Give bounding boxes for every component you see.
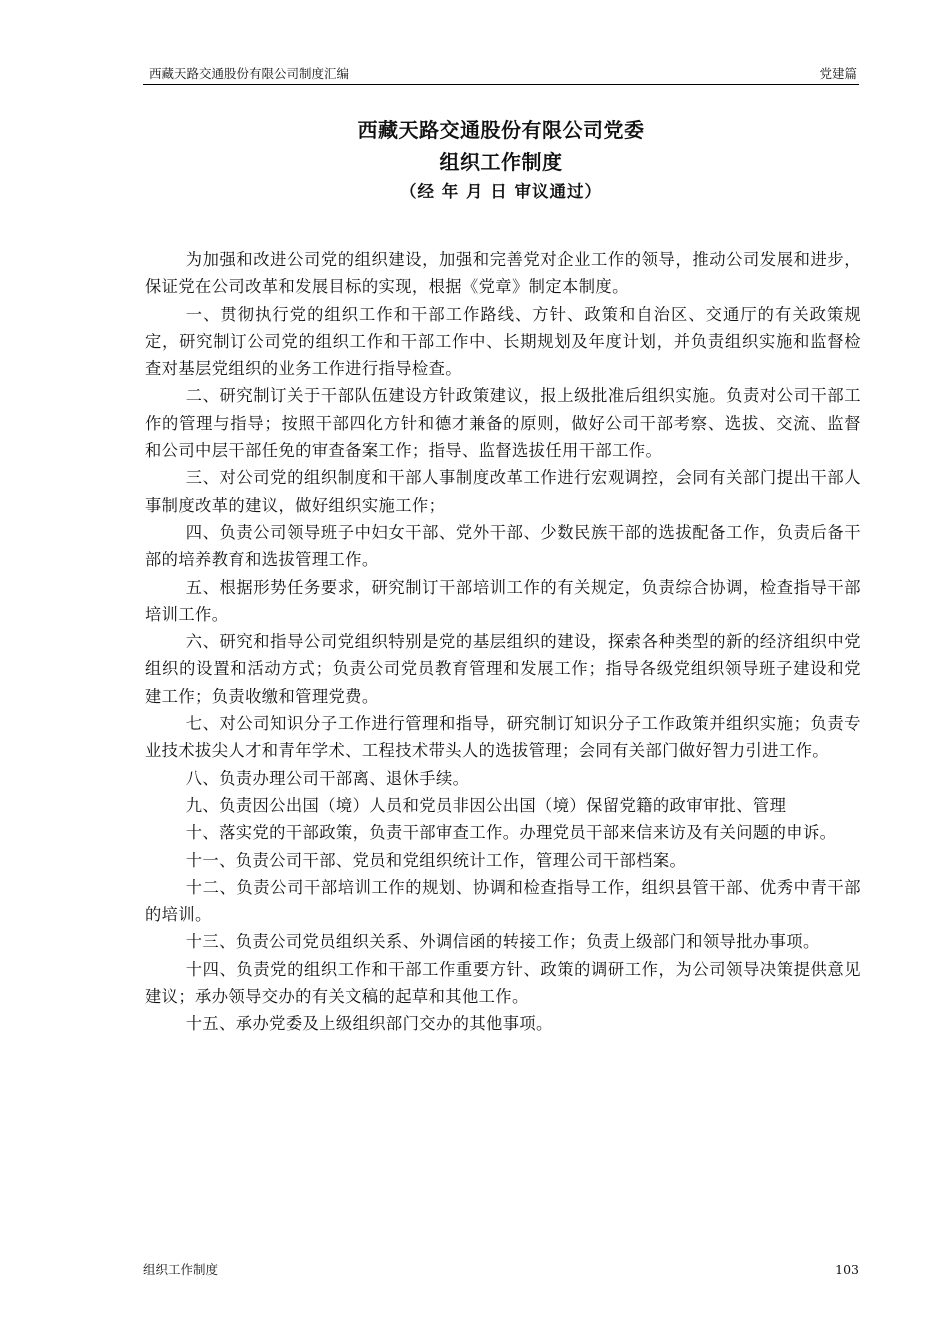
paragraph-item-6: 六、研究和指导公司党组织特别是党的基层组织的建设，探索各种类型的新的经济组织中党组织的设置和活动方式；负责公司党员教育管理和发展工作；指导各级党组织领导班子建设和党建工作；负责收缴和管理党费。 <box>145 632 861 706</box>
document-title-block <box>143 114 859 206</box>
paragraph-preamble: 为加强和改进公司党的组织建设，加强和完善党对企业工作的领导，推动公司发展和进步，保证党在公司改革和发展目标的实现，根据《党章》制定本制度。 <box>145 250 861 297</box>
page-number: 103 <box>835 1262 859 1277</box>
footer-document-name: 组织工作制度 <box>143 1262 219 1277</box>
page-header <box>143 66 859 85</box>
paragraph-item-14: 十四、负责党的组织工作和干部工作重要方针、政策的调研工作，为公司领导决策提供意见建议；承办领导交办的有关文稿的起草和其他工作。 <box>145 959 861 1007</box>
header-collection-title: 西藏天路交通股份有限公司制度汇编 <box>149 66 350 81</box>
document-title: 西藏天路交通股份有限公司党委 <box>357 118 645 142</box>
approval-note: （经 年 月 日 审议通过） <box>400 182 602 201</box>
paragraph-item-3: 三、对公司党的组织制度和干部人事制度改革工作进行宏观调控，会同有关部门提出干部人事制度改革的建议，做好组织实施工作； <box>145 468 861 515</box>
paragraph-item-15: 十五、承办党委及上级组织部门交办的其他事项。 <box>185 1014 553 1034</box>
paragraph-item-8: 八、负责办理公司干部离、退休手续。 <box>185 768 470 788</box>
paragraph-item-5: 五、根据形势任务要求，研究制订干部培训工作的有关规定，负责综合协调，检查指导干部培训工作。 <box>145 577 861 624</box>
paragraph-item-9: 九、负责因公出国（境）人员和党员非因公出国（境）保留党籍的政审审批、管理 <box>185 795 787 815</box>
paragraph-item-12: 十二、负责公司干部培训工作的规划、协调和检查指导工作，组织县管干部、优秀中青干部的培训。 <box>145 877 861 925</box>
paragraph-item-10: 十、落实党的干部政策，负责干部审查工作。办理党员干部来信来访及有关问题的申诉。 <box>185 823 837 843</box>
paragraph-item-11: 十一、负责公司干部、党员和党组织统计工作，管理公司干部档案。 <box>185 850 687 870</box>
paragraph-item-4: 四、负责公司领导班子中妇女干部、党外干部、少数民族干部的选拔配备工作，负责后备干部的培养教育和选拔管理工作。 <box>145 522 861 570</box>
document-body <box>145 246 861 1038</box>
header-section-name: 党建篇 <box>819 66 857 81</box>
paragraph-item-7: 七、对公司知识分子工作进行管理和指导，研究制订知识分子工作政策并组织实施；负责专业技术拔尖人才和青年学术、工程技术带头人的选拔管理；会同有关部门做好智力引进工作。 <box>145 714 861 761</box>
paragraph-item-1: 一、贯彻执行党的组织工作和干部工作路线、方针、政策和自治区、交通厅的有关政策规定，研究制订公司党的组织工作和干部工作中、长期规划及年度计划，并负责组织实施和监督检查对基层党组织的业务工作进行指导检查。 <box>145 304 861 379</box>
paragraph-item-2: 二、研究制订关于干部队伍建设方针政策建议，报上级批准后组织实施。负责对公司干部工作的管理与指导；按照干部四化方针和德才兼备的原则，做好公司干部考察、选拔、交流、监督和公司中层干部任免的审查备案工作；指导、监督选拔任用干部工作。 <box>145 386 861 461</box>
document-subtitle: 组织工作制度 <box>439 150 563 174</box>
paragraph-item-13: 十三、负责公司党员组织关系、外调信函的转接工作；负责上级部门和领导批办事项。 <box>185 932 820 952</box>
